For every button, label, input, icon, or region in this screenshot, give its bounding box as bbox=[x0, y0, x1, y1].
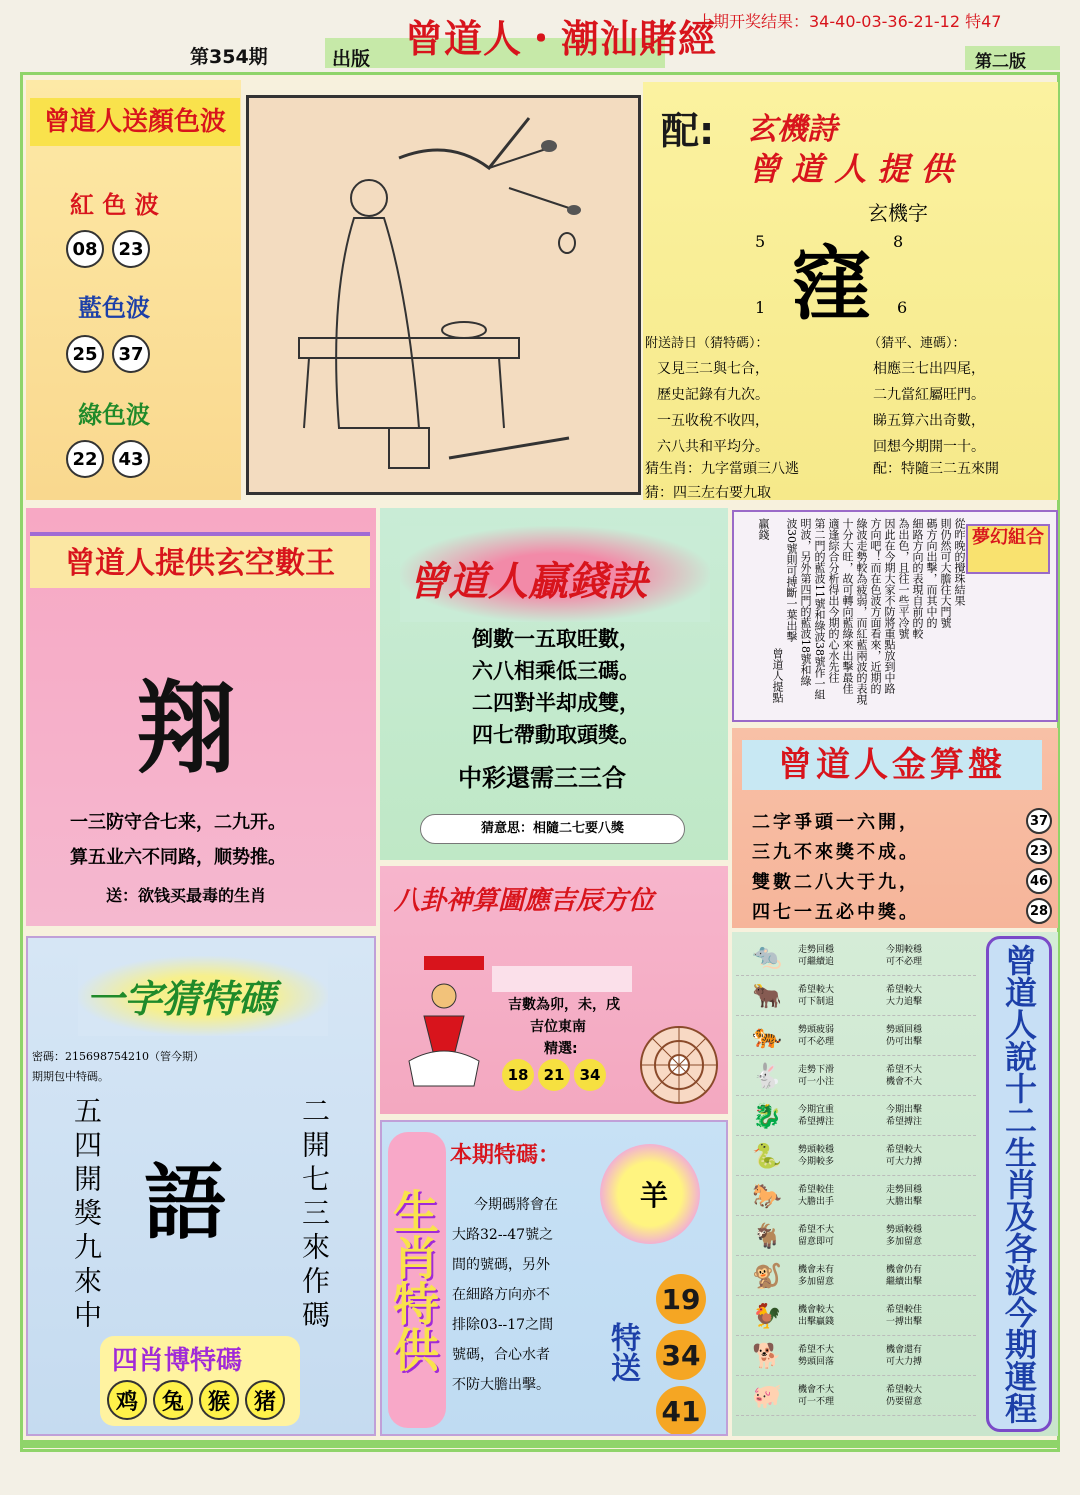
bagua-panel bbox=[380, 866, 728, 1114]
suanpan-row bbox=[752, 898, 1052, 924]
last-result: 上期开奖结果：34-40-03-36-21-12 特47 bbox=[697, 12, 1002, 31]
zodiac-row: 🐎 希望較佳 大膽出手 走勢回穩 大膽出擊 bbox=[736, 1176, 976, 1216]
poem-line: 六八共和平均分。 bbox=[657, 439, 769, 455]
zodiac-circle: 猪 bbox=[245, 1380, 285, 1420]
flower-animal: 羊 bbox=[640, 1179, 669, 1212]
xuankong-line2: 算五业六不同路，顺势推。 bbox=[70, 847, 286, 868]
rat-icon: 🐀 bbox=[752, 941, 782, 970]
poem-right-lines bbox=[873, 356, 985, 460]
zodiac-row: 🐅 勢頭疲弱 可不必理 勢頭回穩 仍可出擊 bbox=[736, 1016, 976, 1056]
suanpan-row bbox=[752, 838, 1052, 864]
number-ball: 34 bbox=[656, 1330, 706, 1380]
corner-num: 1 bbox=[755, 298, 766, 317]
color-wave-title: 曾道人送顏色波 bbox=[30, 98, 240, 146]
horse-icon: 🐎 bbox=[752, 1181, 782, 1210]
issue-number: 第354期 bbox=[190, 46, 268, 68]
win-tips-line: 四七帶動取頭獎。 bbox=[472, 722, 640, 747]
suanpan-row bbox=[752, 808, 1052, 834]
number-ball: 25 bbox=[66, 335, 104, 373]
yizi-code: 密碼：215698754210（管今期） bbox=[32, 1050, 204, 1063]
poem-line: 歷史記錄有九次。 bbox=[657, 387, 769, 403]
win-tips-line: 二四對半却成雙， bbox=[472, 690, 640, 715]
yizi-right-col: 二開七三來作碼 bbox=[298, 1096, 331, 1334]
publish-label: 出版 bbox=[332, 48, 371, 70]
number-ball: 08 bbox=[66, 230, 104, 268]
mengdao-col: 細路方向的表現自前的較 bbox=[911, 518, 924, 639]
zodiac-circle: 兔 bbox=[153, 1380, 193, 1420]
mengdao-col: 明波，另外第四門的藍波18號和綠 bbox=[799, 518, 812, 686]
xuanji-char: 窪 bbox=[791, 237, 871, 331]
poem-line: 又見三二與七合， bbox=[657, 361, 769, 377]
shengxiao-line: 不防大膽出擊。 bbox=[452, 1377, 550, 1393]
zodiac-row: 🐂 希望較大 可下制退 希望較大 大力追擊 bbox=[736, 976, 976, 1016]
shengxiao-te-panel bbox=[380, 1120, 728, 1436]
color-wave-panel bbox=[26, 80, 241, 500]
pig-icon: 🐖 bbox=[752, 1381, 782, 1410]
green-wave-numbers bbox=[62, 440, 154, 478]
shengxiao-line: 號碼，合心水者 bbox=[452, 1347, 550, 1363]
number-ball: 23 bbox=[1026, 838, 1052, 864]
number-ball: 41 bbox=[656, 1386, 706, 1436]
xuankong-line3: 送：欲钱买最毒的生肖 bbox=[106, 886, 267, 905]
number-ball: 37 bbox=[1026, 808, 1052, 834]
suanpan-panel bbox=[732, 728, 1058, 928]
general-on-horse-icon bbox=[394, 946, 494, 1096]
zodiac-row: 🐒 機會未有 多加留意 機會仍有 繼續出擊 bbox=[736, 1256, 976, 1296]
shengxiao-line: 今期碼將會在 bbox=[474, 1197, 558, 1213]
win-tips-line: 倒數一五取旺數， bbox=[472, 626, 640, 651]
lady-drawing-icon bbox=[249, 98, 638, 492]
poem-line: 回想今期開一十。 bbox=[873, 439, 985, 455]
number-ball: 43 bbox=[112, 440, 150, 478]
red-wave-numbers bbox=[62, 230, 154, 268]
green-wave-label: 綠色波 bbox=[78, 401, 150, 429]
zodiac-row: 🐉 今期宜重 希望搏注 今期出擊 希望搏注 bbox=[736, 1096, 976, 1136]
bagua-numbers bbox=[500, 1059, 608, 1091]
yizi-panel bbox=[26, 936, 376, 1436]
zodiac-circle: 鸡 bbox=[107, 1380, 147, 1420]
mengdao-sign: 曾道人提點 bbox=[771, 648, 784, 703]
zodiac-row: 🐖 機會不大 可一不理 希望較大 仍要留意 bbox=[736, 1376, 976, 1416]
edition-label: 第二版 bbox=[975, 52, 1026, 72]
shengxiao-line: 大路32--47號之 bbox=[452, 1227, 554, 1243]
shengxiao-body bbox=[452, 1190, 558, 1400]
bagua-line2: 吉位東南 bbox=[530, 1019, 586, 1035]
blue-wave-numbers bbox=[62, 335, 154, 373]
xuankong-glyph: 翔 bbox=[136, 669, 236, 787]
mengdao-col: 適逢綜合分析得出今期的心水先往 bbox=[827, 518, 840, 683]
number-ball: 19 bbox=[656, 1274, 706, 1324]
mengdao-col: 綠波走勢較為疲弱，而紅藍兩波的表現 bbox=[855, 518, 868, 705]
poem-line: 相應三七出四尾， bbox=[873, 361, 985, 377]
mengdao-col: 碼方向出擊，而其中的 bbox=[925, 518, 938, 628]
number-ball: 22 bbox=[66, 440, 104, 478]
yizi-note: 期期包中特碼。 bbox=[32, 1070, 109, 1083]
red-wave-label: 紅 色 波 bbox=[70, 191, 159, 219]
blue-wave-label: 藍色波 bbox=[78, 294, 150, 322]
poem-left-head: 附送詩日（猜特碼）： bbox=[645, 336, 769, 351]
corner-num: 8 bbox=[893, 232, 904, 251]
poem-line: 一五收稅不收四， bbox=[657, 413, 769, 429]
xuanji-shi-label: 玄機詩 bbox=[747, 112, 837, 147]
mengdao-badge: 夢幻組合 bbox=[966, 524, 1050, 574]
xuankong-panel bbox=[26, 508, 376, 926]
number-ball: 18 bbox=[502, 1059, 534, 1091]
mengdao-col: 為出色，且往一些平冷號 bbox=[897, 518, 910, 639]
tiger-icon: 🐅 bbox=[752, 1021, 782, 1050]
rooster-icon: 🐓 bbox=[752, 1301, 782, 1330]
xuankong-title: 曾道人提供玄空數王 bbox=[30, 532, 370, 588]
zodiac-row: 🐍 勢頭較穩 今期較多 希望較大 可大力搏 bbox=[736, 1136, 976, 1176]
number-ball: 28 bbox=[1026, 898, 1052, 924]
zodiac-circle: 猴 bbox=[199, 1380, 239, 1420]
number-ball: 46 bbox=[1026, 868, 1052, 894]
mengdao-columns bbox=[756, 518, 1050, 718]
monkey-icon: 🐒 bbox=[752, 1261, 782, 1290]
poem-panel bbox=[643, 82, 1058, 500]
suanpan-text: 四七一五必中獎。 bbox=[752, 902, 920, 923]
mengdao-col: 十分大旺，故可轉向藍綠來出擊最佳 bbox=[841, 518, 854, 694]
suanpan-text: 雙數二八大于九， bbox=[752, 872, 920, 893]
suanpan-text: 二字爭頭一六開， bbox=[752, 812, 920, 833]
shengxiao-line: 猜生肖：九字當頭三八逃 bbox=[645, 461, 799, 477]
number-ball: 37 bbox=[112, 335, 150, 373]
zodiac-panel bbox=[732, 932, 1058, 1436]
zodiac-row: 🐐 希望不大 留意即可 勢頭較穩 多加留意 bbox=[736, 1216, 976, 1256]
number-ball: 34 bbox=[574, 1059, 606, 1091]
zodiac-row: 🐓 機會較大 出擊贏錢 希望較佳 一搏出擊 bbox=[736, 1296, 976, 1336]
sixiao-animals bbox=[104, 1380, 288, 1420]
masthead-title: 曾道人・潮汕賭經 bbox=[405, 16, 718, 61]
bagua-title: 八卦神算圖應吉辰方位 bbox=[394, 886, 655, 916]
bagua-wheel-icon bbox=[638, 1024, 720, 1106]
cai-line: 猜：四三左右要九取 bbox=[645, 485, 771, 500]
shengxiao-line: 排除03--17之間 bbox=[452, 1317, 554, 1333]
bagua-pick-label: 精選: bbox=[544, 1041, 578, 1057]
header bbox=[0, 0, 1080, 72]
bagua-info-box bbox=[492, 966, 632, 992]
win-tips-guess: 猜意思：相隨二七要八獎 bbox=[420, 814, 685, 844]
yizi-title: 一字猜特碼 bbox=[86, 977, 277, 1021]
mengdao-col: 方向吧！而在色波方面看來，近期的 bbox=[869, 518, 882, 694]
zodiac-rows bbox=[736, 936, 976, 1416]
bottom-rule bbox=[20, 1440, 1060, 1448]
number-ball: 23 bbox=[112, 230, 150, 268]
shengxiao-line: 在細路方向亦不 bbox=[452, 1287, 550, 1303]
dragon-icon: 🐉 bbox=[752, 1101, 782, 1130]
poem-right-head: （猜平、連碼）： bbox=[868, 336, 966, 351]
yizi-left-col: 五四開獎九來中 bbox=[70, 1096, 103, 1334]
corner-num: 6 bbox=[897, 298, 908, 317]
win-tips-footer: 中彩還需三三合 bbox=[458, 763, 626, 792]
zodiac-row: 🐕 希望不大 勢頭回落 機會還有 可大力搏 bbox=[736, 1336, 976, 1376]
provider-label: 曾 道 人 提 供 bbox=[748, 150, 953, 188]
number-ball: 21 bbox=[538, 1059, 570, 1091]
win-tips-line: 六八相乘低三碼。 bbox=[472, 658, 640, 683]
mengdao-panel bbox=[732, 510, 1058, 722]
pei-line: 配：特隨三二五來開 bbox=[873, 461, 999, 477]
zodiac-side-title: 曾道人說十二生肖及各波今期運程 bbox=[986, 936, 1052, 1432]
mengdao-col: 波30號則可搏斷一葉出擊 bbox=[785, 518, 798, 642]
xuankong-line1: 一三防守合七来，二九开。 bbox=[70, 812, 286, 833]
snake-icon: 🐍 bbox=[752, 1141, 782, 1170]
mengdao-signcol: 贏錢 bbox=[757, 518, 770, 540]
suanpan-row bbox=[752, 868, 1052, 894]
yizi-char: 語 bbox=[144, 1155, 227, 1251]
poem-line: 睇五算六出奇數， bbox=[873, 413, 985, 429]
shengxiao-line: 間的號碼，另外 bbox=[452, 1257, 550, 1273]
poem-left-lines bbox=[657, 356, 769, 460]
corner-num: 5 bbox=[755, 232, 766, 251]
mengdao-col: 則仍然可大膽往大門號 bbox=[939, 518, 952, 628]
ox-icon: 🐂 bbox=[752, 981, 782, 1010]
suanpan-title: 曾道人金算盤 bbox=[742, 740, 1042, 790]
zodiac-row: 🐀 走勢回穩 可繼續追 今期較穩 可不必理 bbox=[736, 936, 976, 976]
te-song-numbers bbox=[656, 1274, 706, 1436]
rabbit-icon: 🐇 bbox=[752, 1061, 782, 1090]
suanpan-text: 三九不來獎不成。 bbox=[752, 842, 920, 863]
mengdao-col: 第二門的藍波11號和綠波38號作一組 bbox=[813, 518, 826, 700]
zodiac-row: 🐇 走勢下滑 可一小注 希望不大 機會不大 bbox=[736, 1056, 976, 1096]
poem-line: 二九當紅屬旺門。 bbox=[873, 387, 985, 403]
win-tips-title: 曾道人贏錢訣 bbox=[408, 559, 648, 605]
mengdao-col: 因此在今期大家不防將重點放到中路 bbox=[883, 518, 896, 694]
bagua-line1: 吉數為卯，未，戌 bbox=[508, 997, 620, 1013]
pei-label: 配: bbox=[661, 109, 715, 153]
win-tips-panel bbox=[380, 508, 728, 860]
shengxiao-title: 本期特碼： bbox=[450, 1143, 561, 1168]
te-song-label: 特送 bbox=[605, 1322, 640, 1382]
dog-icon: 🐕 bbox=[752, 1341, 782, 1370]
mengdao-col: 從昨晚的攪珠結果 bbox=[953, 518, 966, 606]
win-tips-lines bbox=[472, 623, 640, 751]
lady-illustration bbox=[246, 95, 641, 495]
shengxiao-side-title: 生肖特供 bbox=[388, 1132, 446, 1428]
goat-icon: 🐐 bbox=[752, 1221, 782, 1250]
sixiao-title: 四肖博特碼 bbox=[112, 1346, 243, 1376]
xuanji-zi-label: 玄機字 bbox=[868, 201, 928, 225]
